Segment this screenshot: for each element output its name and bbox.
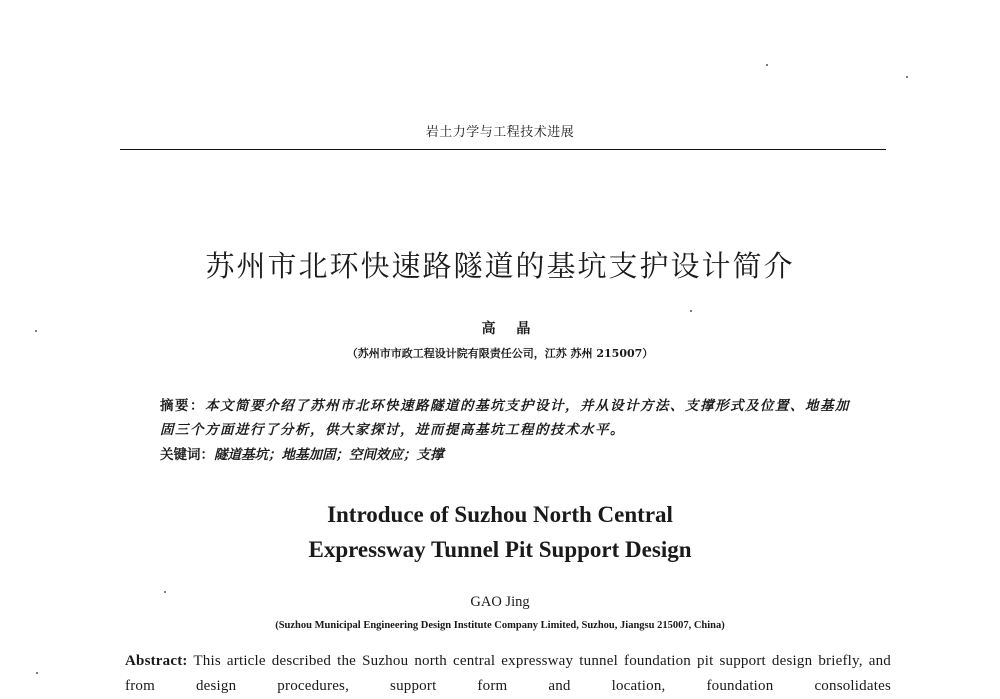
chinese-title: 苏州市北环快速路隧道的基坑支护设计简介: [205, 249, 795, 283]
english-affiliation: (Suzhou Municipal Engineering Design Institute Company Limited, Suzhou, Jiangsu 215007, China): [275, 620, 725, 631]
header-rule: [120, 149, 886, 150]
chinese-abstract-label: 摘要：: [160, 398, 205, 414]
english-title-line-2: Expressway Tunnel Pit Support Design: [308, 537, 692, 562]
chinese-abstract: [160, 394, 850, 442]
english-title: [0, 497, 1000, 567]
scan-speck: [690, 310, 692, 312]
chinese-keywords-label: 关键词：: [160, 447, 214, 463]
english-abstract-label: Abstract:: [125, 653, 188, 669]
scan-speck: [906, 76, 908, 78]
english-title-line-1: Introduce of Suzhou North Central: [327, 502, 673, 527]
english-abstract: [125, 649, 891, 699]
scan-speck: [35, 330, 37, 332]
scan-speck: [164, 591, 166, 593]
english-abstract-text: This article described the Suzhou north central expressway tunnel foundation pit support design briefly, and from design procedures, support form and location, foundation consolidates: [125, 653, 891, 694]
chinese-author: 高 晶: [481, 321, 539, 337]
chinese-keywords-text: 隧道基坑；地基加固；空间效应；支撑: [214, 447, 444, 463]
english-author: GAO Jing: [470, 594, 530, 610]
chinese-affiliation: （苏州市市政工程设计院有限责任公司，江苏 苏州 215007）: [346, 347, 654, 360]
scan-speck: [766, 64, 768, 66]
running-header: 岩土力学与工程技术进展: [425, 125, 575, 140]
chinese-abstract-text: 本文简要介绍了苏州市北环快速路隧道的基坑支护设计，并从设计方法、支撑形式及位置、地基加固三个方面进行了分析，供大家探讨，进而提高基坑工程的技术水平。: [160, 398, 850, 438]
chinese-keywords: [160, 443, 850, 467]
scan-speck: [36, 672, 38, 674]
